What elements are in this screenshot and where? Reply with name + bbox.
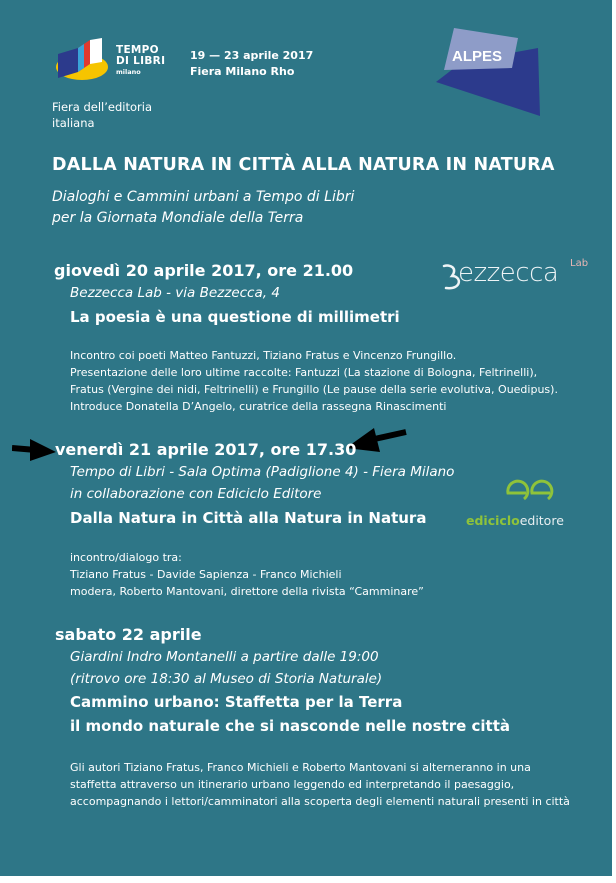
event1-body-line2: Presentazione delle loro ultime raccolte: Fantuzzi (La stazione di Bologna, Feltrinelli), bbox=[70, 366, 538, 379]
ediciclo-editore-logo bbox=[466, 477, 596, 531]
event2-body-line2: Tiziano Fratus - Davide Sapienza - Franco Michieli bbox=[70, 568, 342, 581]
event1-venue: Bezzecca Lab - via Bezzecca, 4 bbox=[70, 285, 280, 301]
fair-tagline-line2: italiana bbox=[52, 116, 95, 130]
fair-dates: 19 — 23 aprile 2017 bbox=[190, 49, 314, 62]
event3-body-line3: accompagnando i lettori/camminatori alla scoperta degli elementi naturali presenti in città bbox=[70, 795, 570, 808]
logo-text-line1: TEMPO bbox=[116, 44, 159, 56]
bezzecca-lab-logo bbox=[438, 258, 598, 298]
ediciclo-ee-icon bbox=[504, 477, 554, 507]
event1-body-line3: Fratus (Vergine dei nidi, Feltrinelli) e Frungillo (Le pause della serie evolutiva, Ouedipus). bbox=[70, 383, 558, 396]
logo-text-line2: DI LIBRI bbox=[116, 55, 166, 67]
subtitle-line2: per la Giornata Mondiale della Terra bbox=[52, 210, 304, 226]
event1-date: giovedì 20 aprile 2017, ore 21.00 bbox=[54, 261, 354, 280]
event2-venue-line2: in collaborazione con Ediciclo Editore bbox=[70, 486, 322, 502]
event2-body-line1: incontro/dialogo tra: bbox=[70, 551, 182, 564]
event2-venue-line1: Tempo di Libri - Sala Optima (Padiglione 4) - Fiera Milano bbox=[70, 464, 455, 480]
event1-title: La poesia è una questione di millimetri bbox=[70, 308, 400, 326]
left-arrow-icon bbox=[12, 437, 58, 463]
fair-tagline-line1: Fiera dell’editoria bbox=[52, 100, 152, 114]
event3-title-line1: Cammino urbano: Staffetta per la Terra bbox=[70, 693, 403, 711]
event3-title-line2: il mondo naturale che si nasconde nelle nostre città bbox=[70, 717, 510, 735]
alpes-shape-icon bbox=[436, 24, 546, 116]
alpes-logo bbox=[436, 24, 546, 116]
fair-location: Fiera Milano Rho bbox=[190, 65, 295, 78]
event3-body-line2: staffetta attraverso un itinerario urbano leggendo ed interpretando il paesaggio, bbox=[70, 778, 515, 791]
bezzecca-logo-text: ezzecca bbox=[458, 258, 559, 288]
event1-body-line1: Incontro coi poeti Matteo Fantuzzi, Tiziano Fratus e Vincenzo Frungillo. bbox=[70, 349, 457, 362]
alpes-logo-text: ALPES bbox=[452, 48, 503, 65]
event1-body-line4: Introduce Donatella D’Angelo, curatrice della rassegna Rinascimenti bbox=[70, 400, 447, 413]
bezzecca-lab-label: Lab bbox=[570, 258, 589, 269]
event3-body-line1: Gli autori Tiziano Fratus, Franco Michieli e Roberto Mantovani si alterneranno in una bbox=[70, 761, 531, 774]
event3-date: sabato 22 aprile bbox=[55, 625, 202, 644]
event2-body-line3: modera, Roberto Mantovani, direttore della rivista “Camminare” bbox=[70, 585, 424, 598]
ediciclo-logo-text: ediciclo bbox=[466, 513, 520, 528]
event2-date: venerdì 21 aprile 2017, ore 17.30 bbox=[55, 440, 357, 459]
event3-venue-line1: Giardini Indro Montanelli a partire dalle 19:00 bbox=[70, 649, 379, 665]
editore-logo-text: editore bbox=[519, 513, 564, 528]
book-icon bbox=[54, 34, 116, 84]
page-title: DALLA NATURA IN CITTÀ ALLA NATURA IN NATURA bbox=[52, 155, 555, 175]
logo-text-line3: milano bbox=[116, 68, 141, 76]
event3-venue-line2: (ritrovo ore 18:30 al Museo di Storia Naturale) bbox=[70, 671, 383, 687]
tempo-di-libri-logo bbox=[54, 34, 116, 84]
subtitle-line1: Dialoghi e Cammini urbani a Tempo di Libri bbox=[52, 189, 355, 205]
event2-title: Dalla Natura in Città alla Natura in Natura bbox=[70, 509, 427, 527]
